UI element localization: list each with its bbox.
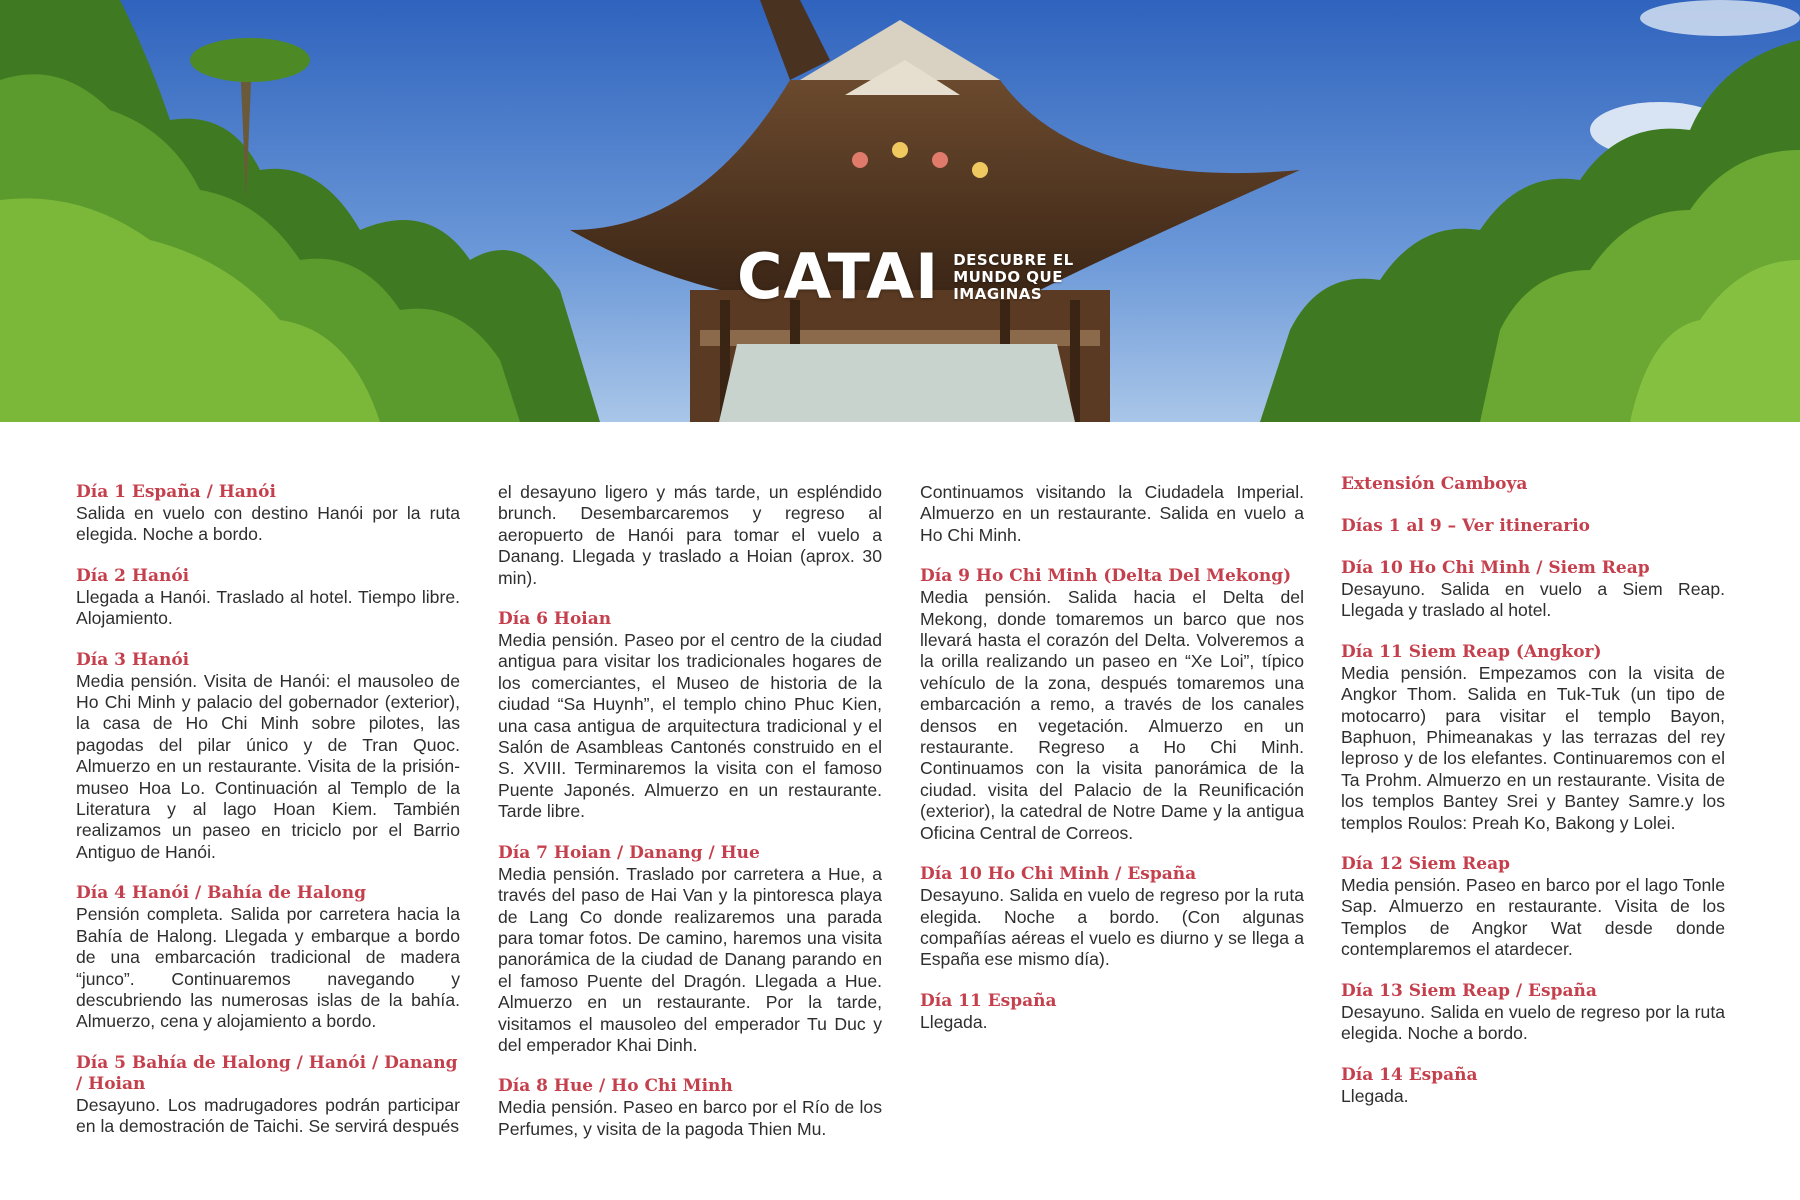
day-heading: Día 9 Ho Chi Minh (Delta Del Mekong) — [920, 566, 1292, 587]
tagline-line: IMAGINAS — [953, 284, 1043, 303]
section-heading: Extensión Camboya — [1341, 474, 1528, 494]
page-tab-shape — [719, 344, 1075, 422]
itinerary-day — [76, 650, 460, 864]
day-heading: Día 11 España — [920, 990, 1057, 1011]
day-description: Media pensión. Salida hacia el Delta del Mekong, donde tomaremos un barco que nos llevará hasta el corazón del Delta. Volveremos a la orilla realizando un paseo en “Xe Loi”, típico vehículo de la zona, después tomaremos una embarcación a remo, a través de los canales densos en vegetación. Almuerzo en un restaurante. Regreso a Ho Chi Minh. Continuamos con la visita panorámica de la ciudad. visita del Palacio de la Reunificación (exterior), la catedral de Notre Dame y la antigua Oficina Central de Correos. — [920, 587, 1304, 843]
day-description: Media pensión. Paseo por el centro de la ciudad antigua para visitar los tradicionales hogares de los comerciantes, el Museo de historia de la ciudad “Sa Huynh”, el templo chino Phuc Kien, una casa antigua de arquitectura tradicional y el Salón de Asambleas Cantonés construido en el S. XVIII. Terminaremos la visita con el famoso Puente Japonés. Almuerzo en un restaurante. Tarde libre. — [498, 630, 882, 822]
day-heading: Día 1 España / Hanói — [76, 482, 276, 502]
day-heading: Día 10 Ho Chi Minh / Siem Reap — [1341, 558, 1650, 578]
itinerary-day — [498, 609, 882, 823]
itinerary-day-continued — [498, 482, 882, 589]
day-heading: Día 10 Ho Chi Minh / España — [920, 864, 1197, 885]
day-description: Media pensión. Traslado por carretera a Hue, a través del paso de Hai Van y la pintoresca playa de Lang Co donde realizaremos una parada para tomar fotos. De camino, haremos una visita panorámica de la ciudad de Danang parando en el famoso Puente del Dragón. Llegada a Hue. Almuerzo en un restaurante. Por la tarde, visitamos el mausoleo del emperador Tu Duc y del emperador Khai Dinh. — [498, 863, 882, 1055]
itinerary-day-continued — [920, 482, 1304, 546]
itinerary-day — [1341, 981, 1725, 1045]
day-description: Media pensión. Paseo en barco por el Río de los Perfumes, y visita de la pagoda Thien Mu. — [498, 1097, 882, 1139]
day-description: Desayuno. Los madrugadores podrán participar en la demostración de Taichi. Se servirá después — [76, 1094, 460, 1137]
day-description: Continuamos visitando la Ciudadela Imperial. Almuerzo en un restaurante. Salida en vuelo a Ho Chi Minh. — [920, 482, 1304, 545]
day-heading: Día 8 Hue / Ho Chi Minh — [498, 1076, 733, 1097]
day-description: Media pensión. Visita de Hanói: el mausoleo de Ho Chi Minh y palacio del gobernador (exterior), la casa de Ho Chi Minh sobre pilotes, las pagodas del pilar único y de Tran Quoc. Almuerzo en un restaurante. Visita de la prisión-museo Hoa Lo. Continuación al Templo de la Literatura y al lago Hoan Kiem. También realizamos un paseo en triciclo por el Barrio Antiguo de Hanói. — [76, 670, 460, 862]
brand-logo — [737, 240, 1074, 313]
itinerary-reference — [1341, 516, 1725, 537]
itinerary-column — [1341, 474, 1725, 1127]
itinerary-day — [76, 482, 460, 546]
pagoda-photo — [0, 0, 1800, 422]
itinerary-day — [76, 883, 460, 1032]
day-description: Llegada a Hanói. Traslado al hotel. Tiempo libre. Alojamiento. — [76, 586, 460, 629]
itinerary-day — [76, 566, 460, 630]
itinerary-column — [498, 482, 882, 1160]
itinerary-day — [1341, 642, 1725, 834]
day-heading: Día 2 Hanói — [76, 565, 190, 586]
day-heading: Día 14 España — [1341, 1064, 1478, 1085]
extension-title — [1341, 474, 1725, 495]
brand-tagline — [953, 252, 1073, 303]
day-description: Desayuno. Salida en vuelo de regreso por la ruta elegida. Noche a bordo. — [1341, 1001, 1725, 1044]
day-heading: Día 11 Siem Reap (Angkor) — [1341, 641, 1602, 662]
hero-image — [0, 0, 1800, 422]
day-heading: Día 3 Hanói — [76, 649, 190, 670]
day-description: Media pensión. Paseo en barco por el lago Tonle Sap. Almuerzo en restaurante. Visita de los Templos de Angkor Wat desde donde contemplaremos el atardecer. — [1341, 875, 1725, 960]
itinerary-day — [920, 864, 1304, 971]
itinerary-day — [76, 1053, 460, 1138]
day-description: Llegada. — [1341, 1085, 1409, 1106]
day-description: Desayuno. Salida en vuelo a Siem Reap. Llegada y traslado al hotel. — [1341, 579, 1725, 621]
day-heading: Día 5 Bahía de Halong / Hanói / Danang / Hoian — [76, 1052, 458, 1094]
itinerary-column — [76, 482, 460, 1158]
itinerary-day — [1341, 1065, 1725, 1107]
day-heading: Día 7 Hoian / Danang / Hue — [498, 842, 760, 863]
day-heading: Día 12 Siem Reap — [1341, 854, 1511, 875]
tagline-line: MUNDO QUE — [953, 267, 1063, 286]
itinerary-day — [1341, 854, 1725, 961]
day-description: Media pensión. Empezamos con la visita de Angkor Thom. Salida en Tuk-Tuk (un tipo de motocarro) para visitar el templo Bayon, Baphuon, Phimeanakas y las terrazas del rey leproso y de los elefantes. Continuaremos con el Ta Prohm. Almuerzo en un restaurante. Visita de los templos Bantey Srei y Bantey Samre.y los templos Roulos: Preah Ko, Bakong y Lolei. — [1341, 662, 1725, 833]
itinerary-day — [920, 991, 1304, 1033]
day-heading: Día 4 Hanói / Bahía de Halong — [76, 883, 367, 904]
section-heading: Días 1 al 9 – Ver itinerario — [1341, 516, 1590, 536]
tagline-line: DESCUBRE EL — [953, 250, 1074, 269]
brand-name: CATAI — [737, 240, 940, 313]
day-description: el desayuno ligero y más tarde, un espléndido brunch. Desembarcaremos y regreso al aeropuerto de Hanói para tomar el vuelo a Danang. Llegada y traslado a Hoian (aprox. 30 min). — [498, 482, 882, 588]
day-description: Salida en vuelo con destino Hanói por la ruta elegida. Noche a bordo. — [76, 503, 460, 545]
day-description: Llegada. — [920, 1011, 988, 1032]
day-heading: Día 6 Hoian — [498, 609, 612, 630]
itinerary-day — [498, 1076, 882, 1140]
day-description: Desayuno. Salida en vuelo de regreso por la ruta elegida. Noche a bordo. (Con algunas compañías aéreas el vuelo es diurno y se llega a España ese mismo día). — [920, 885, 1304, 970]
itinerary — [0, 422, 1800, 1200]
itinerary-day — [498, 843, 882, 1057]
itinerary-day — [920, 566, 1304, 844]
itinerary-column — [920, 482, 1304, 1053]
itinerary-day — [1341, 558, 1725, 622]
day-description: Pensión completa. Salida por carretera hacia la Bahía de Halong. Llegada y embarque a bordo de una embarcación tradicional de madera “junco”. Continuaremos navegando y descubriendo las numerosas islas de la bahía. Almuerzo, cena y alojamiento a bordo. — [76, 904, 460, 1032]
day-heading: Día 13 Siem Reap / España — [1341, 980, 1597, 1001]
